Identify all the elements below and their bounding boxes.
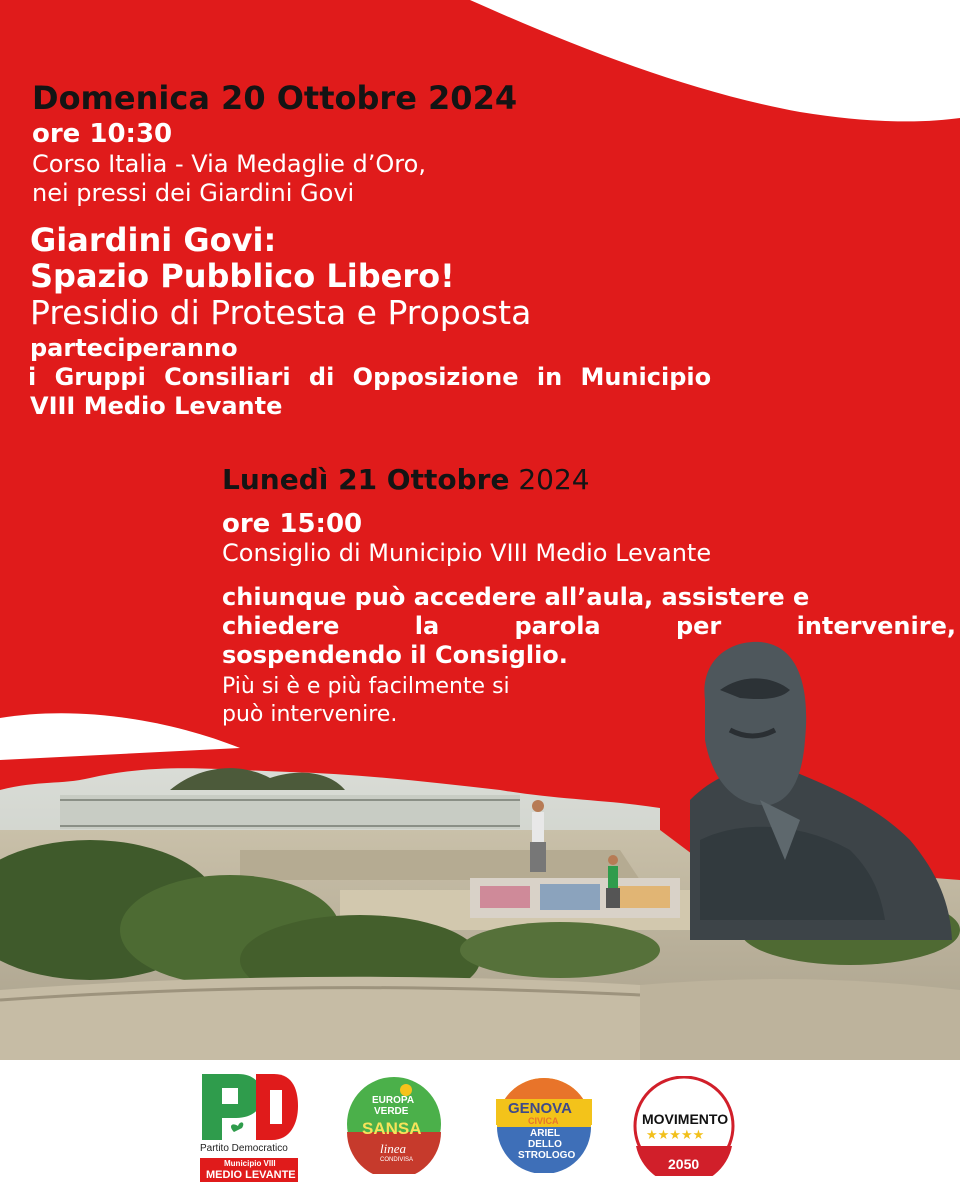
genova-line5: STROLOGO — [518, 1150, 576, 1161]
pd-line1: Partito Democratico — [200, 1143, 288, 1154]
genova-line4: DELLO — [528, 1139, 562, 1150]
event1-headline-line1: Giardini Govi: — [30, 221, 277, 259]
genova-civica-logo — [496, 1077, 592, 1173]
notice-word-1: chiedere — [222, 612, 340, 640]
pd-line2: Municipio VIII — [224, 1159, 276, 1168]
event1-subtitle: Presidio di Protesta e Proposta — [30, 293, 532, 332]
avs-line5: CONDIVISA — [380, 1157, 414, 1163]
avs-line1: EUROPA — [372, 1095, 415, 1106]
event1-participants-line3: VIII Medio Levante — [30, 392, 283, 420]
event2-notice-line1: chiunque può accedere all’aula, assistere e — [222, 583, 810, 611]
m5s-logo — [632, 1076, 736, 1176]
event1-place-line1: Corso Italia - Via Medaglie d’Oro, — [32, 150, 426, 178]
notice-word-4: per — [675, 612, 722, 640]
avs-logo — [346, 1074, 442, 1174]
pd-line3: MEDIO LEVANTE — [206, 1169, 296, 1181]
event1-participants-line2: i Gruppi Consiliari di Opposizione in Municipio — [28, 363, 712, 391]
genova-line2: CIVICA — [528, 1116, 559, 1126]
m5s-stars-icon: ★★★★★ — [646, 1128, 705, 1143]
notice-word-2: la — [414, 612, 440, 640]
pd-logo — [198, 1072, 300, 1182]
event1-place-line2: nei pressi dei Giardini Govi — [32, 179, 355, 207]
event2-date-bold: Lunedì 21 Ottobre — [222, 463, 510, 496]
event2-date-year: 2024 — [518, 463, 590, 496]
event2-notice-line3: sospendendo il Consiglio. — [222, 641, 568, 669]
event1-headline-line2: Spazio Pubblico Libero! — [30, 257, 455, 295]
notice-word-3: parola — [514, 612, 601, 640]
event1-time: ore 10:30 — [32, 119, 173, 149]
m5s-line2: 2050 — [668, 1156, 700, 1172]
avs-line4: linea — [380, 1141, 406, 1156]
event1-date: Domenica 20 Ottobre 2024 — [32, 79, 518, 117]
avs-line3: SANSA — [362, 1119, 422, 1138]
genova-line3: ARIEL — [530, 1128, 560, 1139]
notice-word-5: intervenire, — [796, 612, 956, 640]
event2-time: ore 15:00 — [222, 509, 363, 539]
event1-participants-line1: parteciperanno — [30, 334, 238, 362]
event2-place: Consiglio di Municipio VIII Medio Levante — [222, 539, 712, 567]
pd-letters-icon — [198, 1072, 300, 1142]
event2-date — [222, 463, 590, 496]
event2-note-line2: può intervenire. — [222, 702, 398, 727]
genova-line1: GENOVA — [508, 1100, 572, 1117]
event2-note-line1: Più si è e più facilmente si — [222, 674, 510, 699]
event2-notice-line2 — [222, 614, 956, 638]
m5s-line1: MOVIMENTO — [642, 1111, 729, 1127]
avs-line2: VERDE — [374, 1106, 409, 1117]
